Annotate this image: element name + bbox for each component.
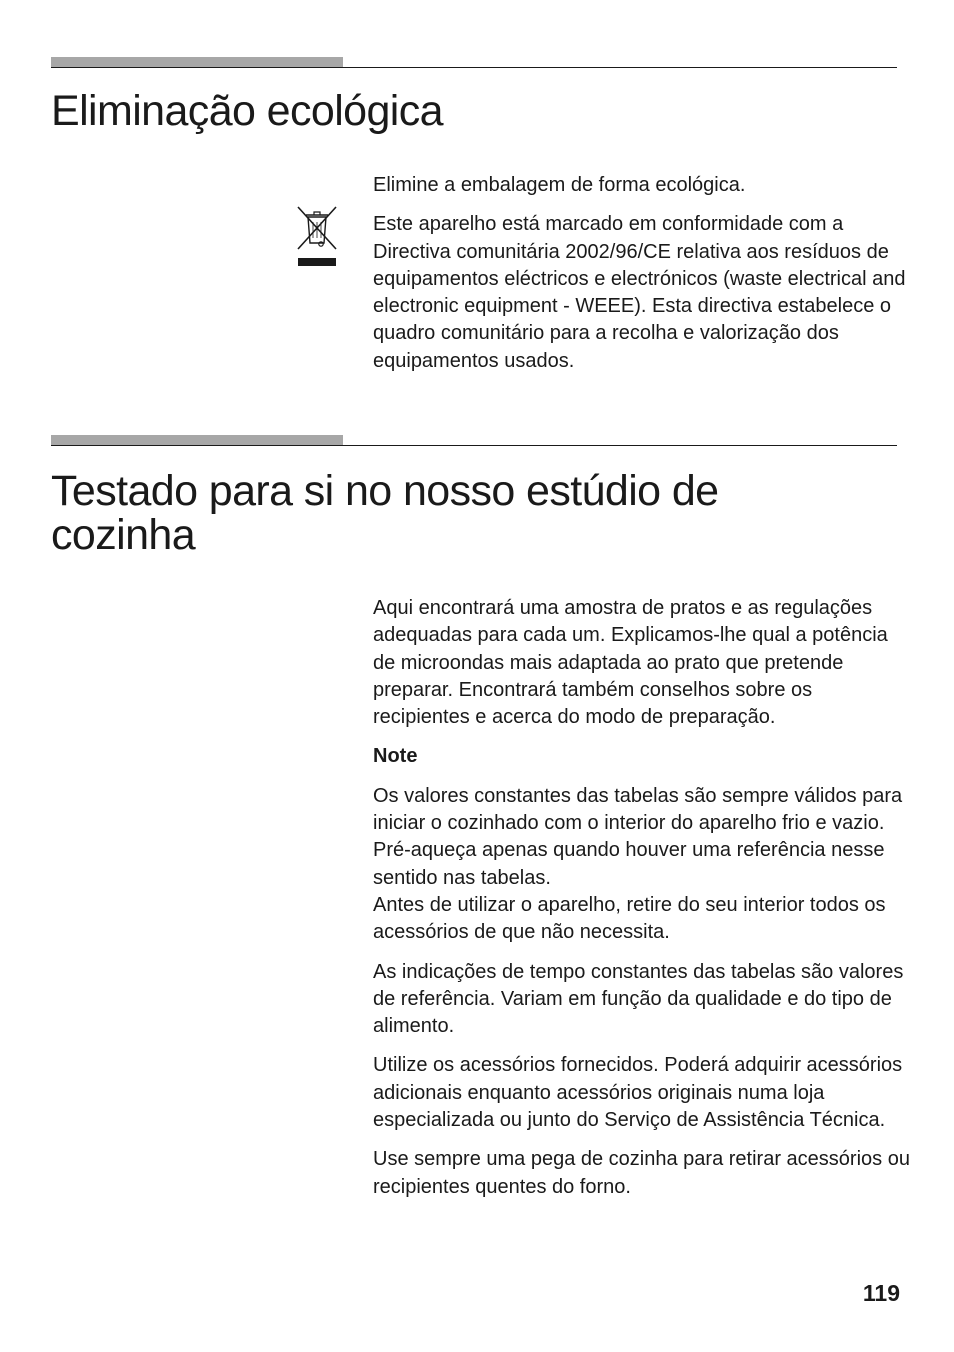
crossed-out-wheelie-bin-icon (296, 203, 338, 269)
note-paragraph (373, 783, 913, 947)
section-divider-top (51, 67, 897, 68)
note-heading: Note (373, 745, 418, 768)
section-divider-accent (51, 435, 343, 445)
section-divider-kitchen (51, 445, 897, 446)
oven-mitt-paragraph: Use sempre uma pega de cozinha para retirar acessórios ou recipientes quentes do forno. (373, 1148, 910, 1198)
section-divider-accent (51, 57, 343, 67)
disposal-paragraph-weee: Este aparelho está marcado em conformidade com a Directiva comunitária 2002/96/CE relativa aos resíduos de equipamentos eléctricos e electrónicos (waste electrical and electronic equipment - WEEE). Esta directiva estabelece o quadro comunitário para a recolha e valorização dos equipamentos usados. (373, 213, 906, 372)
kitchen-studio-text-block (373, 595, 913, 1213)
page-number: 119 (862, 1280, 900, 1306)
section-title-disposal: Eliminação ecológica (51, 87, 443, 135)
disposal-paragraph-packaging: Elimine a embalagem de forma ecológica. (373, 174, 746, 196)
accessories-paragraph: Utilize os acessórios fornecidos. Poderá adquirir acessórios adicionais enquanto acessórios originais numa loja especializada ou junto do Serviço de Assistência Técnica. (373, 1054, 903, 1132)
note-line-accessories: Antes de utilizar o aparelho, retire do seu interior todos os acessórios de que não necessita. (373, 893, 886, 944)
section-title-kitchen-studio: Testado para si no nosso estúdio de cozinha (51, 467, 719, 559)
time-values-paragraph: As indicações de tempo constantes das tabelas são valores de referência. Variam em função da qualidade e do tipo de alimento. (373, 960, 904, 1038)
kitchen-intro-paragraph: Aqui encontrará uma amostra de pratos e as regulações adequadas para cada um. Explicamos-lhe qual a potência de microondas mais adaptada ao prato que pretende preparar. Encontrará também conselhos sobre os recipientes e acerca do modo de preparação. (373, 597, 888, 729)
disposal-text-block (373, 172, 913, 387)
note-line-values: Os valores constantes das tabelas são sempre válidos para iniciar o cozinhado com o interior do aparelho frio e vazio. Pré-aqueça apenas quando houver uma referência nesse sentido nas tabelas. (373, 784, 903, 889)
